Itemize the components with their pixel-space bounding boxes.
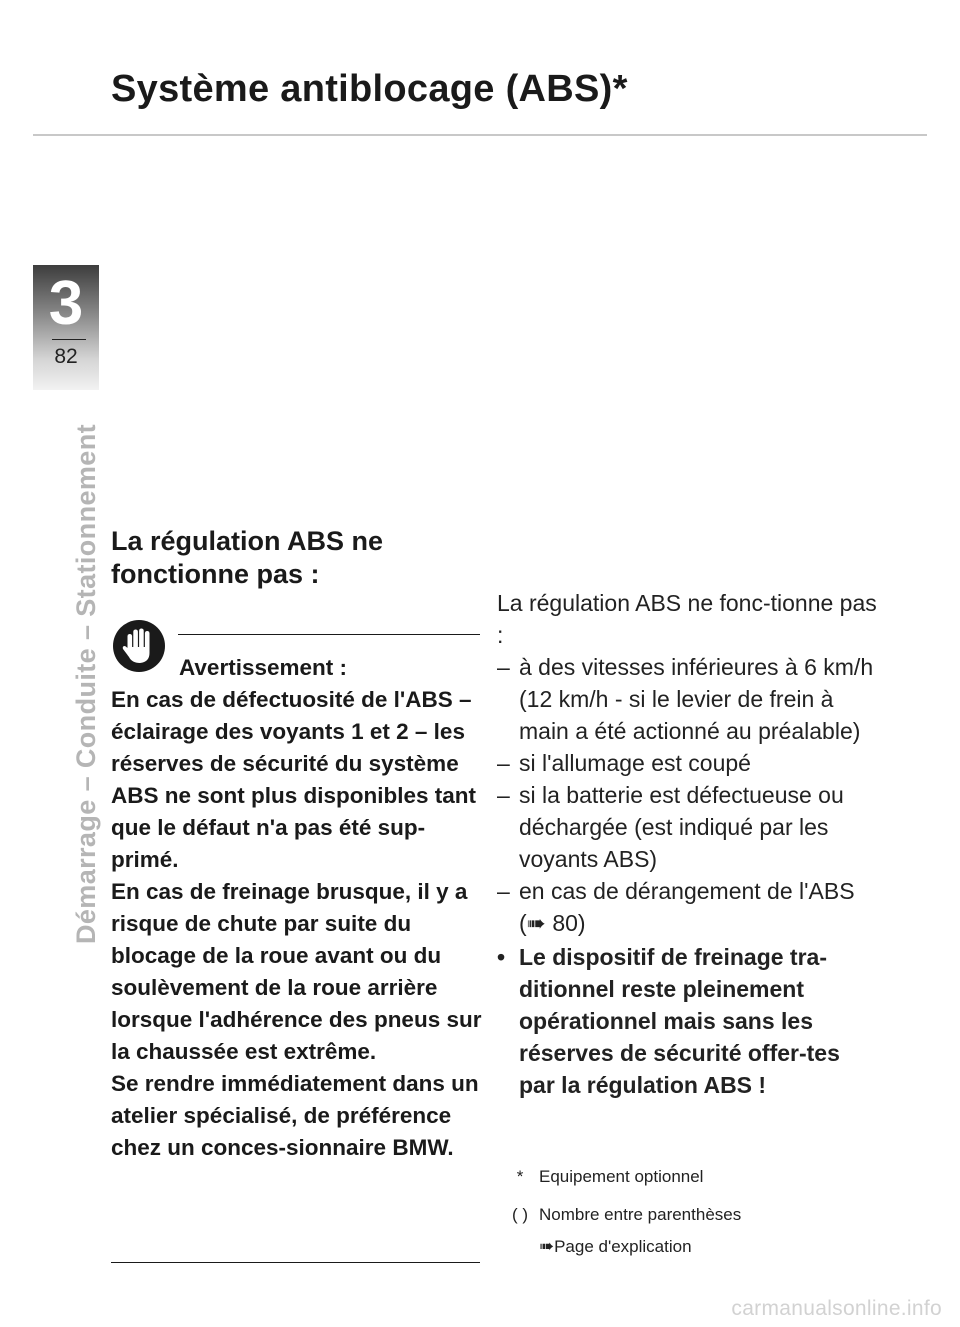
warning-paragraph: En cas de freinage brusque, il y a risque de chute par suite du blocage de la roue avant ou du soulèvement de la roue arrière lorsque l'adhérence des pneus sur la chaussée est extrême. <box>111 879 482 1064</box>
conditions-intro: La régulation ABS ne fonc-tionne pas : <box>497 590 877 648</box>
page-arrow-icon: ➠ <box>539 1236 555 1256</box>
warning-paragraph: En cas de défectuosité de l'ABS – éclairage des voyants 1 et 2 – les réserves de sécurité du système ABS ne sont plus disponibles tant que le défaut n'a pas été sup-primé. <box>111 687 477 872</box>
warning-label: Avertissement : <box>179 655 347 680</box>
chapter-number: 3 <box>48 269 84 338</box>
list-item: – si la batterie est défectueuse ou déchargée (est indiqué par les voyants ABS) <box>497 782 844 872</box>
page-title: Système antiblocage (ABS)* <box>111 68 628 110</box>
list-item: – si l'allumage est coupé <box>497 750 751 776</box>
footnote-text: Nombre entre parenthèses <box>539 1205 742 1224</box>
list-item: – en cas de dérangement de l'ABS (➠ 80) <box>497 878 855 936</box>
footnote-symbol: * <box>516 1167 524 1186</box>
warning-block <box>111 652 483 1164</box>
chapter-side-label: Démarrage – Conduite – Stationnement <box>71 424 101 945</box>
title-divider <box>33 134 927 136</box>
brake-note: • Le dispositif de freinage tra-ditionnel reste pleinement opérationnel mais sans les réserves de sécurité offer-tes par la régulation ABS ! <box>497 944 840 1098</box>
warning-paragraph: Se rendre immédiatement dans un atelier spécialisé, de préférence chez un conces-sionnaire BMW. <box>111 1071 479 1160</box>
section-heading: La régulation ABS ne fonctionne pas : <box>111 526 384 589</box>
warning-top-rule <box>178 634 480 635</box>
footnotes <box>505 1166 905 1257</box>
chapter-tab <box>33 265 99 390</box>
footnote-symbol: ( ) <box>511 1205 529 1224</box>
footnote-text: Equipement optionnel <box>539 1167 704 1186</box>
footnote-row <box>505 1204 905 1226</box>
chapter-divider <box>52 339 86 340</box>
page-number: 82 <box>54 345 78 368</box>
footnote-row <box>505 1235 905 1257</box>
footnote-row <box>505 1166 905 1188</box>
warning-bottom-rule <box>111 1262 480 1263</box>
watermark: carmanualsonline.info <box>731 1297 942 1320</box>
footnote-text: ➠Page d'explication <box>539 1236 692 1256</box>
conditions-list <box>497 651 877 939</box>
list-item: – à des vitesses inférieures à 6 km/h (12 km/h - si le levier de frein à main a été actionné au préalable) <box>497 654 874 744</box>
abs-conditions-column <box>497 587 877 1101</box>
